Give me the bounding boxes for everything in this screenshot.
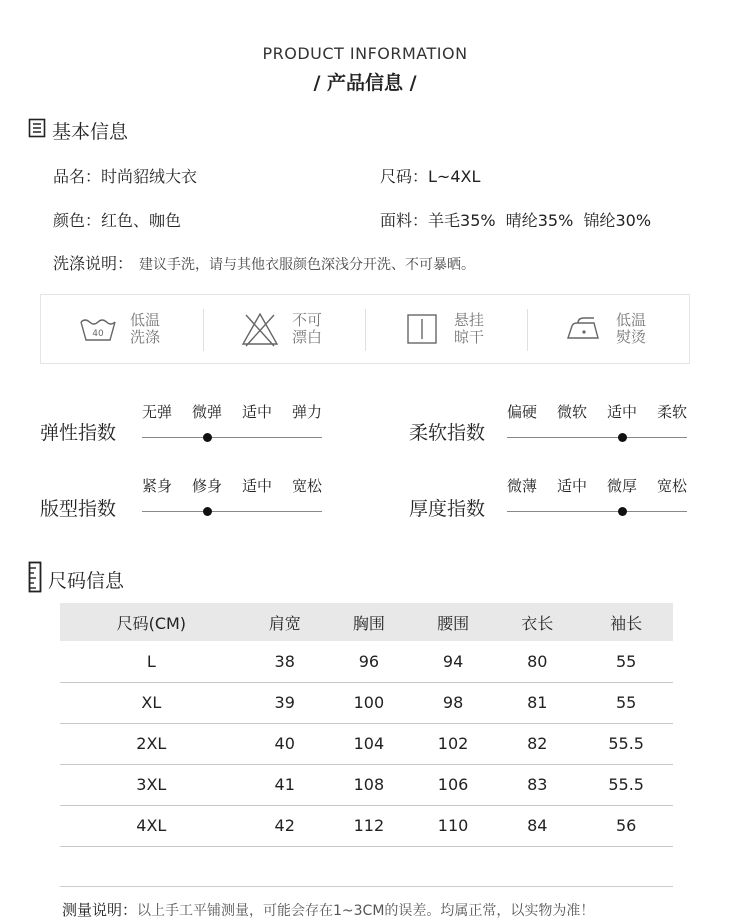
cell: XL [60,682,243,723]
scale-option: 修身 [191,477,222,495]
cell: 55 [579,682,673,723]
cell: 56 [579,805,673,846]
scale-marker [618,507,627,516]
cell: 106 [411,764,495,805]
header-title-en: PRODUCT INFORMATION [262,44,468,63]
col-header: 衣长 [495,603,579,641]
care-hang-line1: 悬挂 [454,311,485,329]
scale-line [142,437,322,438]
thickness-options [507,475,687,496]
care-wash-line2: 洗涤 [130,328,161,346]
cell: 3XL [60,764,243,805]
cell: 96 [327,641,411,682]
table-row [60,641,673,682]
iron-low-icon [564,309,604,349]
cell: 110 [411,805,495,846]
fit-scale [142,475,322,525]
col-header: 肩宽 [243,603,327,641]
care-label-iron [616,312,652,346]
cell: 82 [495,723,579,764]
color-row [53,208,181,231]
cell: 100 [327,682,411,723]
fit-options [142,475,322,496]
cell: 55 [579,641,673,682]
fabric-label: 面料： [380,211,429,230]
scale-option: 微软 [556,403,587,421]
thickness-scale [507,475,687,525]
scale-option: 微薄 [507,477,538,495]
document-icon [28,118,46,143]
care-iron-line1: 低温 [616,311,647,329]
table-row [60,723,673,764]
cell: L [60,641,243,682]
size-range-value: L~4XL [428,167,481,186]
softness-options [507,401,687,422]
softness-index-label: 柔软指数 [409,422,486,444]
scale-option: 宽松 [291,477,322,495]
note-text: 以上手工平铺测量，可能会存在1~3CM的误差。均属正常，以实物为准！ [137,903,595,919]
basic-info-title [28,117,128,144]
care-item-wash [41,295,203,363]
note-label: 测量说明： [62,901,138,919]
table-row [60,682,673,723]
cell: 55.5 [579,723,673,764]
care-hang-line2: 晾干 [454,328,485,346]
scale-option: 宽松 [656,477,687,495]
col-header: 尺码(CM) [60,603,243,641]
elasticity-options [142,401,322,422]
fit-index-label: 版型指数 [40,498,117,520]
scale-option: 无弹 [142,403,173,421]
scale-marker [203,433,212,442]
ruler-icon [28,561,42,598]
cell: 102 [411,723,495,764]
cell: 81 [495,682,579,723]
cell: 41 [243,764,327,805]
scale-option: 适中 [556,477,587,495]
thickness-index-label: 厚度指数 [409,498,486,520]
care-wash-line1: 低温 [130,311,161,329]
scale-marker [203,507,212,516]
scale-option: 微厚 [606,477,637,495]
cell: 40 [243,723,327,764]
scale-marker [618,433,627,442]
care-bleach-line2: 漂白 [292,328,323,346]
cell: 108 [327,764,411,805]
softness-scale [507,401,687,451]
cell: 39 [243,682,327,723]
care-item-hang [365,295,527,363]
cell: 112 [327,805,411,846]
color-label: 颜色： [53,211,102,230]
name-value: 时尚貂绒大衣 [101,167,198,186]
cell: 83 [495,764,579,805]
col-header: 腰围 [411,603,495,641]
care-item-bleach [203,295,365,363]
svg-text:40: 40 [92,329,104,339]
care-label-hang [454,312,490,346]
name-label: 品名： [53,167,102,186]
cell: 94 [411,641,495,682]
wash-row [53,251,475,274]
cell: 55.5 [579,764,673,805]
scale-option: 适中 [241,403,272,421]
col-header: 袖长 [579,603,673,641]
name-row [53,164,197,187]
cell: 4XL [60,805,243,846]
fabric-value: 羊毛35% 晴纶35% 锦纶30% [428,211,652,230]
care-iron-line2: 熨烫 [616,328,647,346]
no-bleach-icon [240,309,280,349]
scale-option: 柔软 [656,403,687,421]
scale-option: 偏硬 [507,403,538,421]
scale-line [142,511,322,512]
note-divider [60,886,673,887]
cell: 38 [243,641,327,682]
care-item-iron [527,295,689,363]
care-label-wash [130,312,166,346]
header-title-cn: / 产品信息 / [313,72,417,94]
scale-option: 紧身 [142,477,173,495]
scale-option: 适中 [606,403,637,421]
cell: 80 [495,641,579,682]
elasticity-scale [142,401,322,451]
size-info-title [28,561,124,598]
wash-label: 洗涤说明： [53,254,134,273]
cell: 2XL [60,723,243,764]
basic-info-title-text: 基本信息 [52,121,129,143]
size-range-row [380,164,480,187]
scale-option: 弹力 [291,403,322,421]
size-range-label: 尺码： [380,167,429,186]
scale-line [507,437,687,438]
cell: 42 [243,805,327,846]
elasticity-index-label: 弹性指数 [40,422,117,444]
care-bleach-line1: 不可 [292,311,323,329]
scale-option: 微弹 [191,403,222,421]
care-label-bleach [292,312,328,346]
cell: 104 [327,723,411,764]
wash-value: 建议手洗，请与其他衣服颜色深浅分开洗、不可暴晒。 [139,257,476,273]
size-table-header [60,603,673,641]
wash-tub-40-icon [78,309,118,349]
cell: 84 [495,805,579,846]
care-instructions [40,294,690,364]
table-row [60,805,673,846]
col-header: 胸围 [327,603,411,641]
size-table [60,603,673,847]
table-row [60,764,673,805]
scale-option: 适中 [241,477,272,495]
color-value: 红色、咖色 [101,211,182,230]
measurement-note [62,899,594,920]
scale-line [507,511,687,512]
hang-dry-icon [402,309,442,349]
size-info-title-text: 尺码信息 [48,570,125,592]
cell: 98 [411,682,495,723]
fabric-row [380,208,651,231]
